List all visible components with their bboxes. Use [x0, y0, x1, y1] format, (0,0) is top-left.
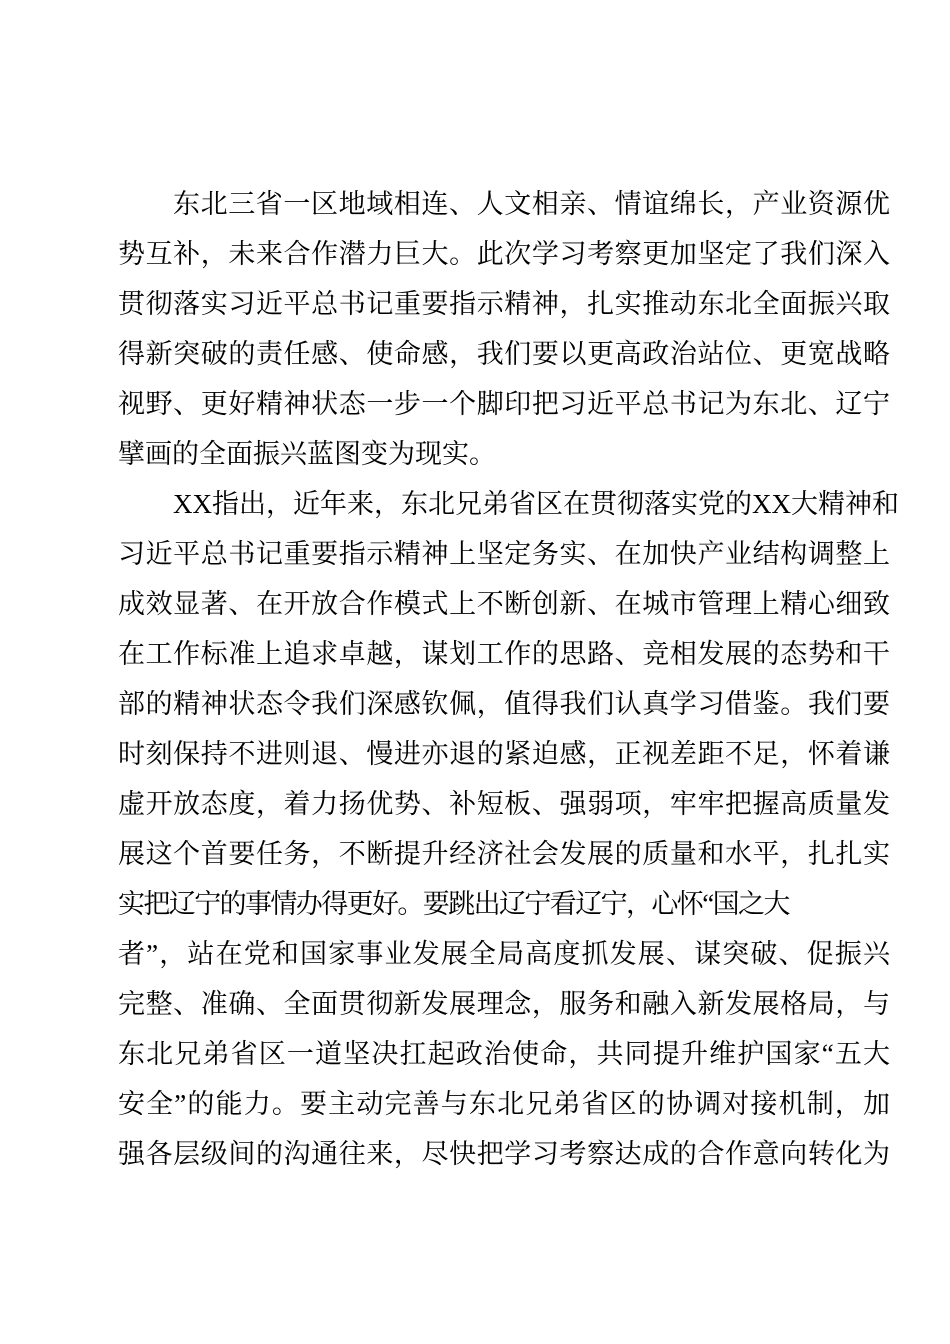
- text-line: 虚开放态度，着力扬优势、补短板、强弱项，牢牢把握高质量发: [118, 789, 890, 819]
- text-line: 部的精神状态令我们深感钦佩，值得我们认真学习借鉴。我们要: [118, 689, 890, 719]
- text-line: 东北兄弟省区一道坚决扛起政治使命，共同提升维护国家“五大: [118, 1039, 890, 1069]
- paragraph-1: [118, 179, 890, 479]
- text-line: 完整、准确、全面贯彻新发展理念，服务和融入新发展格局，与: [118, 989, 890, 1019]
- text-line: 贯彻落实习近平总书记重要指示精神，扎实推动东北全面振兴取: [118, 289, 890, 319]
- text-line: XX指出，近年来，东北兄弟省区在贯彻落实党的XX大精神和: [173, 489, 899, 519]
- text-line: 在工作标准上追求卓越，谋划工作的思路、竞相发展的态势和干: [118, 639, 890, 669]
- text-line: 视野、更好精神状态一步一个脚印把习近平总书记为东北、辽宁: [118, 389, 890, 419]
- text-line: 强各层级间的沟通往来，尽快把学习考察达成的合作意向转化为: [118, 1139, 890, 1169]
- paragraph-2: [118, 479, 899, 1179]
- text-line: 展这个首要任务，不断提升经济社会发展的质量和水平，扎扎实: [118, 839, 890, 869]
- text-line: 得新突破的责任感、使命感，我们要以更高政治站位、更宽战略: [118, 339, 890, 369]
- text-line: 东北三省一区地域相连、人文相亲、情谊绵长，产业资源优: [173, 189, 890, 219]
- text-line: 成效显著、在开放合作模式上不断创新、在城市管理上精心细致: [118, 589, 890, 619]
- text-line: 擘画的全面振兴蓝图变为现实。: [118, 439, 496, 469]
- text-line: 势互补，未来合作潜力巨大。此次学习考察更加坚定了我们深入: [118, 239, 890, 269]
- text-line: 者”，站在党和国家事业发展全局高度抓发展、谋突破、促振兴: [118, 939, 890, 969]
- text-line: 习近平总书记重要指示精神上坚定务实、在加快产业结构调整上: [118, 539, 890, 569]
- text-line: 时刻保持不进则退、慢进亦退的紧迫感，正视差距不足，怀着谦: [118, 739, 890, 769]
- text-line: 实把辽宁的事情办得更好。要跳出辽宁看辽宁，心怀“国之大: [118, 889, 789, 919]
- document-text-block: [118, 179, 899, 1179]
- text-line: 安全”的能力。要主动完善与东北兄弟省区的协调对接机制，加: [118, 1089, 890, 1119]
